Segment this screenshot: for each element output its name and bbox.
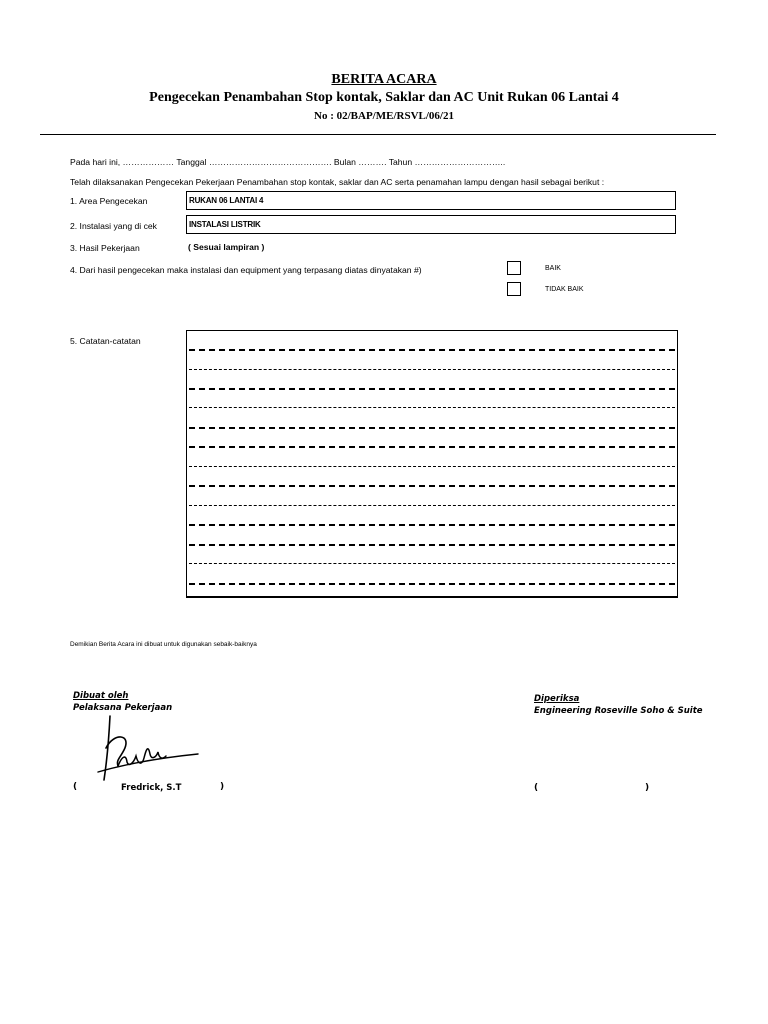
closing-statement: Demikian Berita Acara ini dibuat untuk digunakan sebaik-baiknya	[70, 641, 257, 648]
note-line	[189, 544, 675, 546]
note-line	[189, 485, 675, 487]
result-value: ( Sesuai lampiran )	[188, 242, 265, 252]
note-line	[189, 349, 675, 351]
document-number: No : 02/BAP/ME/RSVL/06/21	[314, 110, 454, 122]
right-close-paren: )	[645, 783, 650, 793]
document-title: BERITA ACARA	[331, 72, 437, 87]
right-open-paren: (	[534, 783, 539, 793]
note-line	[189, 563, 675, 564]
date-line: Pada hari ini, ……………… Tanggal ……………………………………. Bulan ………. Tahun …………………………..	[70, 157, 506, 167]
checkbox-bad[interactable]	[507, 282, 521, 296]
option-good-label: BAIK	[545, 265, 561, 272]
installation-label: 2. Instalasi yang di cek	[70, 221, 157, 231]
left-signature-heading: Dibuat oleh	[73, 691, 129, 701]
left-open-paren: (	[73, 782, 78, 792]
intro-text: Telah dilaksanakan Pengecekan Pekerjaan Penambahan stop kontak, saklar dan AC serta penamahan lampu dengan hasil sebagai berikut :	[70, 177, 605, 187]
right-signature-role: Engineering Roseville Soho & Suite	[534, 706, 703, 716]
option-bad-label: TIDAK BAIK	[545, 286, 584, 293]
note-line	[189, 388, 675, 390]
handwritten-signature	[96, 714, 202, 786]
area-label: 1. Area Pengecekan	[70, 196, 148, 206]
left-signature-role: Pelaksana Pekerjaan	[73, 703, 173, 713]
note-line	[189, 407, 675, 408]
note-line	[189, 524, 675, 526]
note-line	[189, 466, 675, 467]
note-line	[189, 505, 675, 506]
left-signatory-name: Fredrick, S.T	[121, 783, 182, 793]
checkbox-good[interactable]	[507, 261, 521, 275]
note-line	[189, 583, 675, 585]
notes-label: 5. Catatan-catatan	[70, 336, 141, 346]
note-line	[189, 369, 675, 370]
left-close-paren: )	[220, 782, 225, 792]
note-line	[189, 427, 675, 429]
result-label: 3. Hasil Pekerjaan	[70, 243, 140, 253]
condition-label: 4. Dari hasil pengecekan maka instalasi dan equipment yang terpasang diatas dinyatakan #)	[70, 265, 422, 275]
header-divider	[40, 134, 716, 135]
right-signature-heading: Diperiksa	[534, 694, 580, 704]
area-field[interactable]	[186, 191, 676, 210]
document-subtitle: Pengecekan Penambahan Stop kontak, Saklar dan AC Unit Rukan 06 Lantai 4	[149, 90, 619, 105]
note-line	[189, 446, 675, 448]
notes-area[interactable]	[186, 330, 678, 598]
installation-field[interactable]	[186, 215, 676, 234]
area-value: RUKAN 06 LANTAI 4	[189, 196, 264, 205]
installation-value: INSTALASI LISTRIK	[189, 220, 261, 229]
